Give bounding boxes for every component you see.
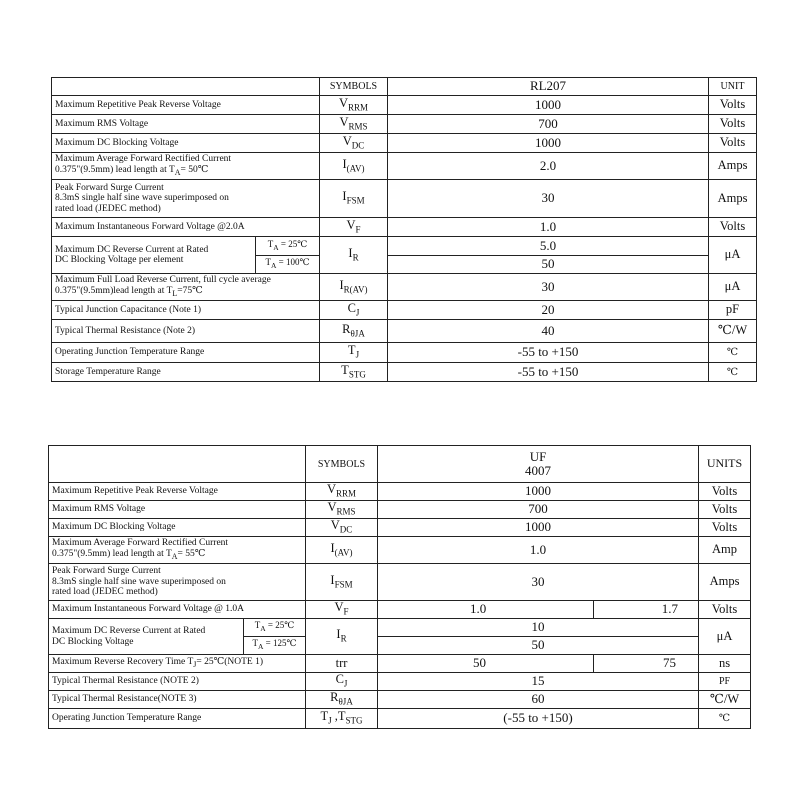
symbol-text: V <box>342 133 352 148</box>
unit-cell: Amps <box>709 180 757 218</box>
symbol-cell <box>306 601 378 619</box>
parameter-label: Typical Thermal Resistance(NOTE 3) <box>49 691 306 709</box>
value-cell: 30 <box>388 180 709 218</box>
parameter-label: Maximum RMS Voltage <box>52 115 320 134</box>
symbol-cell <box>306 501 378 519</box>
value-cell: 1000 <box>388 134 709 153</box>
rl207-ratings-table <box>51 77 757 382</box>
parameter-label: Maximum Instantaneous Forward Voltage @2.0A <box>52 218 320 237</box>
symbol-text: R <box>330 690 339 705</box>
header-parameter-cell <box>52 78 320 96</box>
symbol-subscript: J <box>343 678 348 689</box>
parameter-label: Maximum Repetitive Peak Reverse Voltage <box>52 96 320 115</box>
symbol-text: C <box>347 300 356 315</box>
parameter-line: Maximum DC Reverse Current at Rated <box>52 626 206 637</box>
parameter-subscript: J <box>193 660 197 670</box>
parameter-line: 0.375"(9.5mm) lead length at T <box>55 164 175 175</box>
symbol-subscript: RRM <box>336 488 357 499</box>
condition-text: = 25℃ <box>278 238 308 249</box>
symbol-subscript: θJA <box>338 696 353 707</box>
symbol-subscript: RMS <box>336 506 356 517</box>
unit-cell: Volts <box>699 519 751 537</box>
parameter-line: Maximum Average Forward Rectified Current <box>52 538 229 549</box>
unit-cell: Volts <box>709 115 757 134</box>
symbol-text: V <box>339 114 349 129</box>
table-row <box>52 237 757 256</box>
header-unit: UNIT <box>709 78 757 96</box>
condition-text: = 125℃ <box>263 638 297 649</box>
parameter-line: 8.3mS single half sine wave superimposed on <box>55 193 229 204</box>
value-cell: 1.0 <box>378 537 699 564</box>
parameter-line: 0.375"(9.5mm)lead length at T <box>55 285 173 296</box>
symbol-cell <box>320 363 388 382</box>
symbol-cell <box>320 237 388 274</box>
value-cell: 10 <box>378 619 699 637</box>
parameter-label <box>49 619 244 655</box>
symbol-cell <box>320 320 388 343</box>
value-cell: 50 <box>378 655 594 673</box>
header-part-line: 4007 <box>525 463 551 478</box>
symbol-text: T <box>320 709 329 724</box>
header-part-number: RL207 <box>388 78 709 96</box>
symbol-cell <box>306 619 378 655</box>
table-row <box>49 564 751 601</box>
symbol-subscript: DC <box>351 140 365 151</box>
symbol-subscript: STG <box>348 369 366 380</box>
symbol-subscript: J <box>355 349 360 360</box>
symbol-cell <box>306 537 378 564</box>
parameter-subscript: A <box>174 167 181 177</box>
table-row <box>52 180 757 218</box>
parameter-label <box>52 237 256 274</box>
symbol-cell <box>320 301 388 320</box>
value-cell: 2.0 <box>388 153 709 180</box>
value-cell: 1.7 <box>594 601 699 619</box>
symbol-subscript: R <box>352 252 359 263</box>
unit-cell: Volts <box>699 483 751 501</box>
unit-cell: Amps <box>709 153 757 180</box>
symbol-text: I <box>336 627 341 642</box>
table-row <box>52 96 757 115</box>
unit-cell: Volts <box>709 218 757 237</box>
unit-cell: μA <box>699 619 751 655</box>
symbol-subscript: FSM <box>334 579 353 590</box>
symbol-cell <box>320 134 388 153</box>
table-row <box>52 218 757 237</box>
value-cell: 30 <box>378 564 699 601</box>
condition-text: T <box>252 638 258 649</box>
symbol-text: I <box>330 540 335 555</box>
parameter-line: Maximum Average Forward Rectified Current <box>55 154 232 165</box>
table-row <box>49 601 751 619</box>
symbol-cell <box>306 564 378 601</box>
value-cell: 700 <box>388 115 709 134</box>
value-cell: 30 <box>388 274 709 301</box>
parameter-label: Operating Junction Temperature Range <box>52 343 320 363</box>
value-cell: 1000 <box>378 519 699 537</box>
parameter-label <box>52 153 320 180</box>
table-header-row <box>52 78 757 96</box>
symbol-subscript: R(AV) <box>343 284 368 295</box>
unit-cell: Volts <box>709 134 757 153</box>
symbol-text: V <box>346 217 356 232</box>
value-cell: -55 to +150 <box>388 363 709 382</box>
header-part-number <box>378 446 699 483</box>
parameter-label: Maximum DC Blocking Voltage <box>52 134 320 153</box>
symbol-text: I <box>339 277 344 292</box>
unit-cell: μA <box>709 237 757 274</box>
unit-cell: PF <box>699 673 751 691</box>
value-cell: 50 <box>388 256 709 274</box>
value-cell: 40 <box>388 320 709 343</box>
condition-text: = 25℃ <box>265 620 295 631</box>
symbol-text: I <box>342 156 347 171</box>
symbol-cell <box>320 96 388 115</box>
symbol-cell <box>320 343 388 363</box>
unit-cell: ℃ <box>709 363 757 382</box>
symbol-cell <box>306 673 378 691</box>
parameter-line: DC Blocking Voltage <box>52 636 134 647</box>
symbol-cell <box>306 691 378 709</box>
parameter-label: Maximum RMS Voltage <box>49 501 306 519</box>
condition-subscript: A <box>273 242 279 252</box>
value-cell: -55 to +150 <box>388 343 709 363</box>
symbol-cell <box>306 483 378 501</box>
parameter-label: Storage Temperature Range <box>52 363 320 382</box>
table-row <box>49 709 751 729</box>
symbol-cell <box>320 274 388 301</box>
condition-subscript: A <box>257 642 264 652</box>
value-cell: 50 <box>378 637 699 655</box>
symbol-subscript: θJA <box>350 328 365 339</box>
table-row <box>49 519 751 537</box>
parameter-label: Typical Thermal Resistance (Note 2) <box>52 320 320 343</box>
symbol-subscript: R <box>340 633 347 644</box>
unit-cell: ℃/W <box>699 691 751 709</box>
parameter-line: Maximum Reverse Recovery Time T <box>52 657 194 668</box>
value-cell: 5.0 <box>388 237 709 256</box>
table-row <box>49 537 751 564</box>
parameter-label <box>49 564 306 601</box>
condition-cell <box>244 637 306 655</box>
value-cell: 1000 <box>378 483 699 501</box>
parameter-label <box>52 180 320 218</box>
parameter-line: rated load (JEDEC method) <box>55 203 161 214</box>
header-unit: UNITS <box>699 446 751 483</box>
parameter-line: DC Blocking Voltage per element <box>55 255 184 265</box>
value-cell: 700 <box>378 501 699 519</box>
parameter-label <box>49 537 306 564</box>
parameter-line: Maximum DC Reverse Current at Rated <box>55 244 209 255</box>
symbol-cell <box>320 218 388 237</box>
symbol-subscript: F <box>355 224 361 235</box>
condition-subscript: A <box>270 261 277 271</box>
parameter-label: Typical Junction Capacitance (Note 1) <box>52 301 320 320</box>
symbol-cell <box>320 153 388 180</box>
condition-cell <box>244 619 306 637</box>
unit-cell: μA <box>709 274 757 301</box>
table-header-row <box>49 446 751 483</box>
table-row <box>52 274 757 301</box>
header-symbols: SYMBOLS <box>320 78 388 96</box>
parameter-label: Maximum DC Blocking Voltage <box>49 519 306 537</box>
unit-cell: ℃ <box>709 343 757 363</box>
parameter-line: 8.3mS single half sine wave superimposed on <box>52 576 226 587</box>
parameter-line: Peak Forward Surge Current <box>52 566 161 577</box>
parameter-line: 0.375"(9.5mm) lead length at T <box>52 548 172 559</box>
symbol-text: V <box>326 482 336 497</box>
value-cell: 60 <box>378 691 699 709</box>
parameter-label: Operating Junction Temperature Range <box>49 709 306 729</box>
uf4007-ratings-table <box>48 445 751 729</box>
condition-cell <box>256 237 320 256</box>
value-cell: 1.0 <box>388 218 709 237</box>
parameter-label: Typical Thermal Resistance (NOTE 2) <box>49 673 306 691</box>
symbol-text: ,T <box>331 709 346 724</box>
symbol-cell <box>320 180 388 218</box>
unit-cell: Volts <box>709 96 757 115</box>
symbol-text: T <box>341 362 349 377</box>
symbol-text: T <box>347 343 356 358</box>
unit-cell: ℃ <box>699 709 751 729</box>
symbol-subscript: F <box>343 606 349 617</box>
value-cell: 15 <box>378 673 699 691</box>
symbol-subscript: DC <box>339 524 353 535</box>
parameter-label <box>49 655 306 673</box>
symbol-cell <box>306 519 378 537</box>
symbol-text: I <box>348 245 353 260</box>
symbol-text: C <box>335 672 344 687</box>
table-row <box>52 115 757 134</box>
condition-text: T <box>254 620 261 631</box>
symbol-text: I <box>330 572 335 587</box>
table-row <box>52 153 757 180</box>
table-row <box>49 619 751 637</box>
unit-cell: Volts <box>699 601 751 619</box>
parameter-line: rated load (JEDEC method) <box>52 587 158 598</box>
table-row <box>49 483 751 501</box>
symbol-subscript: RMS <box>348 121 368 132</box>
table-row <box>52 343 757 363</box>
condition-cell <box>256 256 320 274</box>
symbol-subscript: (AV) <box>346 163 365 174</box>
parameter-line: Maximum Full Load Reverse Current, full cycle average <box>55 275 271 286</box>
parameter-label: Maximum Instantaneous Forward Voltage @ 1.0A <box>49 601 306 619</box>
unit-cell: ns <box>699 655 751 673</box>
parameter-subscript: A <box>171 551 178 561</box>
table-row <box>52 134 757 153</box>
symbol-subscript: STG <box>345 715 363 726</box>
symbol-text: V <box>334 600 344 615</box>
symbol-cell <box>306 709 378 729</box>
header-part-line: UF <box>529 448 547 464</box>
symbol-text: V <box>330 518 340 533</box>
symbol-subscript: J <box>355 307 360 318</box>
condition-text: T <box>265 257 271 268</box>
table-row <box>49 673 751 691</box>
parameter-label: Maximum Repetitive Peak Reverse Voltage <box>49 483 306 501</box>
symbol-cell <box>320 115 388 134</box>
parameter-line: Peak Forward Surge Current <box>55 182 164 193</box>
symbol-text: I <box>342 189 347 204</box>
parameter-line-end: = 55℃ <box>177 548 206 559</box>
symbol-subscript: FSM <box>346 195 365 206</box>
table-row <box>49 501 751 519</box>
condition-text: = 100℃ <box>276 257 310 268</box>
symbol-subscript: J <box>328 715 332 726</box>
parameter-line-end: = 50℃ <box>180 164 209 175</box>
unit-cell: Amps <box>699 564 751 601</box>
header-parameter-cell <box>49 446 306 483</box>
value-cell: 20 <box>388 301 709 320</box>
condition-text: T <box>267 238 274 249</box>
value-cell: (-55 to +150) <box>378 709 699 729</box>
unit-cell: Amp <box>699 537 751 564</box>
symbol-text: R <box>342 321 351 336</box>
unit-cell: Volts <box>699 501 751 519</box>
symbol-subscript: (AV) <box>334 547 353 558</box>
table-row <box>52 320 757 343</box>
table-row <box>52 363 757 382</box>
table-row <box>49 655 751 673</box>
table-row <box>52 301 757 320</box>
value-cell: 1.0 <box>378 601 594 619</box>
value-cell: 75 <box>594 655 699 673</box>
table-row <box>49 691 751 709</box>
parameter-label <box>52 274 320 301</box>
parameter-subscript: L <box>172 288 178 298</box>
condition-subscript: A <box>260 624 266 634</box>
symbol-text: V <box>327 500 337 515</box>
unit-cell: ℃/W <box>709 320 757 343</box>
parameter-line-end: =75℃ <box>177 285 203 296</box>
unit-cell: pF <box>709 301 757 320</box>
symbol-cell: trr <box>306 655 378 673</box>
value-cell: 1000 <box>388 96 709 115</box>
symbol-subscript: RRM <box>348 102 369 113</box>
header-symbols: SYMBOLS <box>306 446 378 483</box>
symbol-text: V <box>338 95 348 110</box>
parameter-line-end: = 25℃(NOTE 1) <box>196 657 263 668</box>
